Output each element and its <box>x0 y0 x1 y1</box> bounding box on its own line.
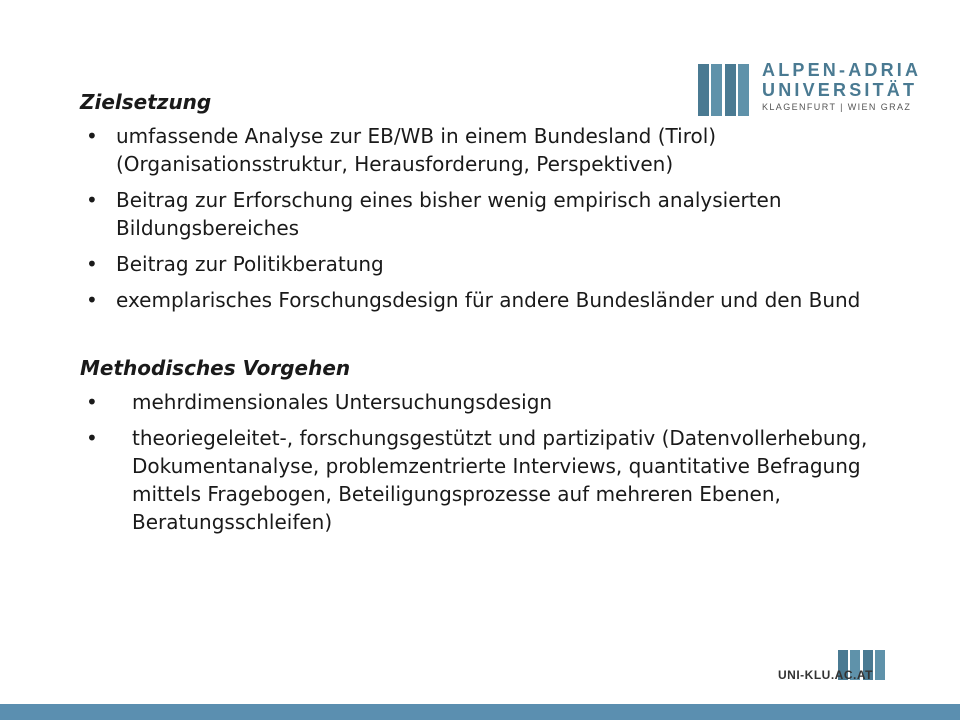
website-url: UNI-KLU.AC.AT <box>778 668 873 682</box>
list-item: • umfassende Analyse zur EB/WB in einem Bundesland (Tirol)(Organisationsstruktur, Herausforderung, Perspektiven) <box>80 122 880 178</box>
bullet-list <box>80 122 880 314</box>
section-heading: Zielsetzung <box>80 90 212 114</box>
logo-line-2: UNIVERSITÄT <box>762 80 918 100</box>
list-item: • exemplarisches Forschungsdesign für andere Bundesländer und den Bund <box>80 286 880 314</box>
list-item: • theoriegeleitet-, forschungsgestützt und partizipativ (Datenvollerhebung, Dokumentanalyse, problemzentrierte Interviews, quantitative Befragung mittels Fragebogen, Beteiligungsprozesse auf mehreren Ebenen, Beratungsschleifen) <box>80 424 880 536</box>
list-item: • mehrdimensionales Untersuchungsdesign <box>80 388 880 416</box>
list-item: • Beitrag zur Erforschung eines bisher wenig empirisch analysierten Bildungsbereiches <box>80 186 880 242</box>
logo-line-3: KLAGENFURT | WIEN GRAZ <box>762 102 912 112</box>
bullet-list <box>80 388 880 536</box>
section-methodisches-vorgehen <box>80 354 880 536</box>
list-item: • Beitrag zur Politikberatung <box>80 250 880 278</box>
footer-bar <box>0 704 960 720</box>
section-zielsetzung <box>80 88 880 314</box>
section-heading: Methodisches Vorgehen <box>80 356 351 380</box>
slide-content <box>80 88 880 544</box>
logo-line-1: ALPEN-ADRIA <box>762 60 922 80</box>
